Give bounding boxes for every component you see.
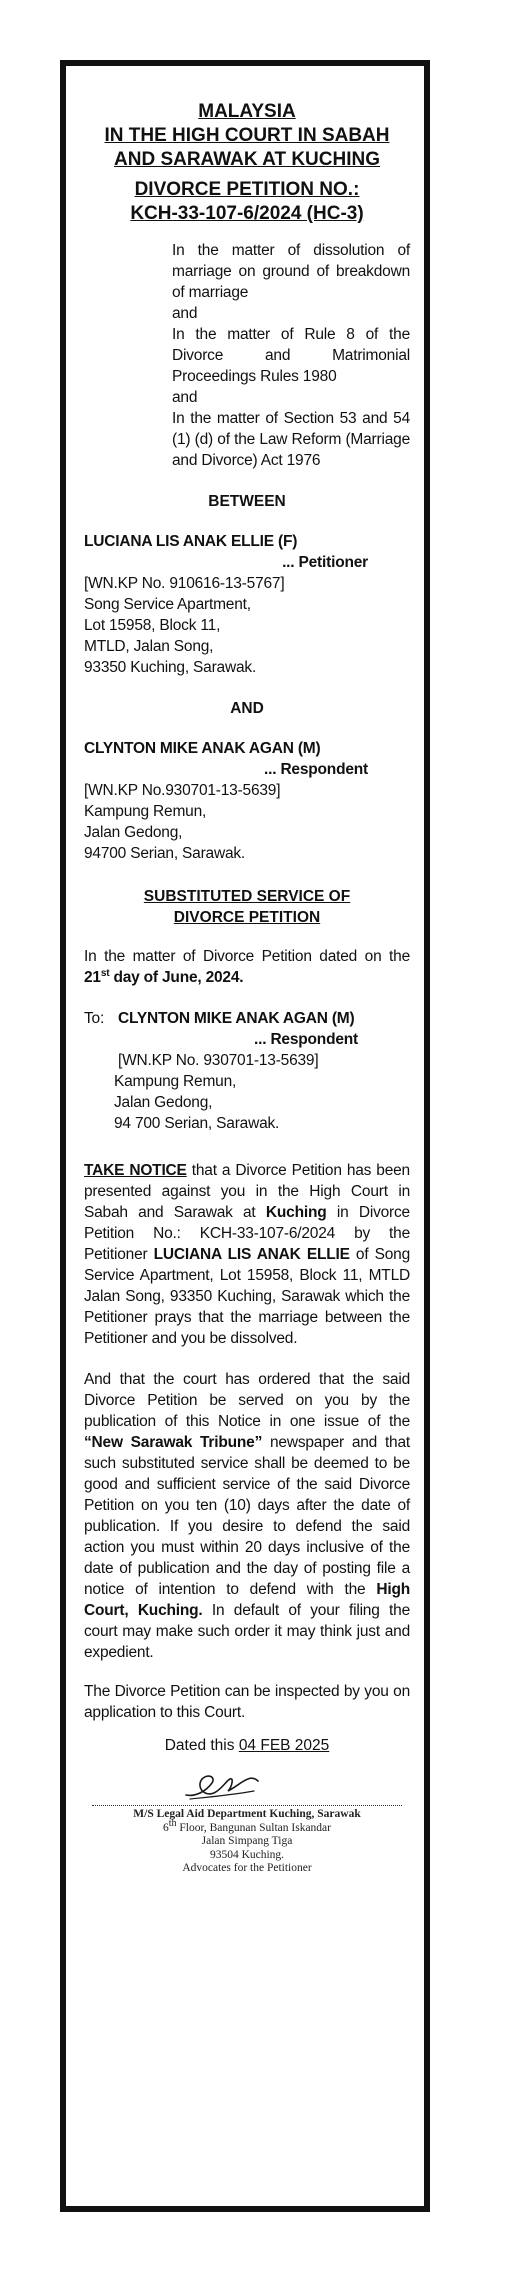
to-name: CLYNTON MIKE ANAK AGAN (M) (118, 1010, 355, 1027)
firm-address-line: Jalan Simpang Tiga (201, 1835, 293, 1847)
notice-text: of Song Service Apartment, Lot 15958, Block 11, MTLD Jalan Song, 93350 Kuching, Sarawak which the Petitioner prays that the marriage between the Petitioner and you be dissolved. (84, 1246, 411, 1347)
to-address (84, 1050, 410, 1134)
order-text: In default of your filing the court may make such order it may think just and expedient. (84, 1602, 410, 1661)
petitioner-address-line: Song Service Apartment, (84, 596, 251, 613)
petition-dated-text: In the matter of Divorce Petition dated on the (84, 948, 410, 965)
service-title (84, 886, 410, 928)
petition-number-line2: KCH-33-107-6/2024 (HC-3) (130, 203, 364, 224)
signature-area (84, 1765, 410, 1805)
to-block (84, 1008, 410, 1134)
petition-number-line1: DIVORCE PETITION NO.: (134, 179, 360, 200)
dated-line (84, 1737, 410, 1755)
matter-rule-8: In the matter of Rule 8 of the Divorce and Matrimonial Proceedings Rules 1980 (172, 326, 410, 385)
signature-image (182, 1767, 262, 1803)
and-label: AND (230, 700, 264, 717)
country-heading: MALAYSIA (198, 101, 296, 122)
take-notice-label: TAKE NOTICE (84, 1162, 187, 1179)
respondent-address-line: Jalan Gedong, (84, 824, 183, 841)
dated-label: Dated this (164, 1737, 239, 1754)
petitioner-block (84, 531, 410, 678)
firm-address-line: 93504 Kuching. (209, 1848, 285, 1861)
petitioner-address-line: MTLD, Jalan Song, (84, 638, 214, 655)
petition-dated-day-suffix: st (100, 967, 110, 979)
petition-dated-paragraph (84, 946, 410, 988)
matter-and-1: and (172, 305, 198, 322)
respondent-role: ... Respondent (264, 761, 368, 778)
matter-dissolution: In the matter of dissolution of marriage on ground of breakdown of marriage (172, 242, 410, 301)
notice-text: that a Divorce Petition has been presented against you in the High Court in Sabah and Sarawak at (84, 1162, 410, 1221)
petitioner-address-line: Lot 15958, Block 11, (84, 617, 221, 634)
firm-address-floor (84, 1817, 410, 1836)
firm-name: M/S Legal Aid Department Kuching, Sarawak (133, 1808, 361, 1820)
dated-date: 04 FEB 2025 (238, 1737, 330, 1754)
between-label: BETWEEN (208, 493, 286, 510)
respondent-address-line: 94700 Serian, Sarawak. (84, 845, 246, 862)
matters-block (172, 240, 410, 471)
petition-dated-day: 21 (84, 969, 101, 986)
to-label: To: (84, 1010, 105, 1027)
signature-line (92, 1805, 402, 1806)
petitioner-address-line: 93350 Kuching, Sarawak. (84, 659, 257, 676)
respondent-address-line: [WN.KP No.930701-13-5639] (84, 782, 281, 799)
to-address-line: Kampung Remun, (114, 1073, 237, 1090)
firm-floor-rest: Floor, Bangunan Sultan Iskandar (176, 1821, 331, 1834)
service-title-line2: DIVORCE PETITION (173, 909, 321, 926)
matter-section-53: In the matter of Section 53 and 54 (1) (d) of the Law Reform (Marriage and Divorce) Act 1976 (172, 410, 410, 469)
newspaper-name: “New Sarawak Tribune” (84, 1434, 263, 1451)
firm-floor-suffix: th (168, 1817, 177, 1829)
petitioner-role: ... Petitioner (282, 554, 368, 571)
to-role: ... Respondent (254, 1031, 358, 1048)
notice-kuching: Kuching (265, 1204, 327, 1221)
firm-role: Advocates for the Petitioner (182, 1862, 312, 1874)
court-heading-line2: AND SARAWAK AT KUCHING (114, 149, 380, 170)
legal-notice-frame (60, 60, 430, 2212)
respondent-name: CLYNTON MIKE ANAK AGAN (M) (84, 740, 321, 757)
firm-block (84, 1808, 410, 1876)
notice-petitioner-name: LUCIANA LIS ANAK ELLIE (153, 1246, 350, 1263)
take-notice-paragraph (84, 1160, 410, 1349)
to-address-line: 94 700 Serian, Sarawak. (114, 1115, 280, 1132)
to-address-line: Jalan Gedong, (114, 1094, 213, 1111)
matter-and-2: and (172, 389, 198, 406)
petitioner-address-line: [WN.KP No. 910616-13-5767] (84, 575, 285, 592)
petition-dated-rest: day of June, 2024. (113, 969, 244, 986)
firm-floor-number: 6 (163, 1821, 169, 1834)
court-order-paragraph (84, 1369, 410, 1663)
service-title-line1: SUBSTITUTED SERVICE OF (143, 888, 351, 905)
order-text: newspaper and that such substituted service shall be deemed to be good and sufficient service of the said Divorce Petition on you ten (10) days after the date of publication. If you desire to defend the said action you must within 20 days inclusive of the date of publication and the day of posting file a notice of intention to defend with the (84, 1434, 410, 1598)
inspection-paragraph: The Divorce Petition can be inspected by you on application to this Court. (84, 1683, 410, 1721)
order-text: And that the court has ordered that the said Divorce Petition be served on you by the publication of this Notice in one issue of the (84, 1371, 410, 1430)
court-heading-line1: IN THE HIGH COURT IN SABAH (104, 125, 390, 146)
court-name: High Court, Kuching. (84, 1581, 410, 1619)
respondent-address-line: Kampung Remun, (84, 803, 207, 820)
notice-text: in Divorce Petition No.: KCH-33-107-6/2024 by the Petitioner (84, 1204, 410, 1263)
petitioner-name: LUCIANA LIS ANAK ELLIE (F) (84, 533, 298, 550)
respondent-block (84, 738, 410, 864)
to-address-line: [WN.KP No. 930701-13-5639] (118, 1052, 319, 1069)
